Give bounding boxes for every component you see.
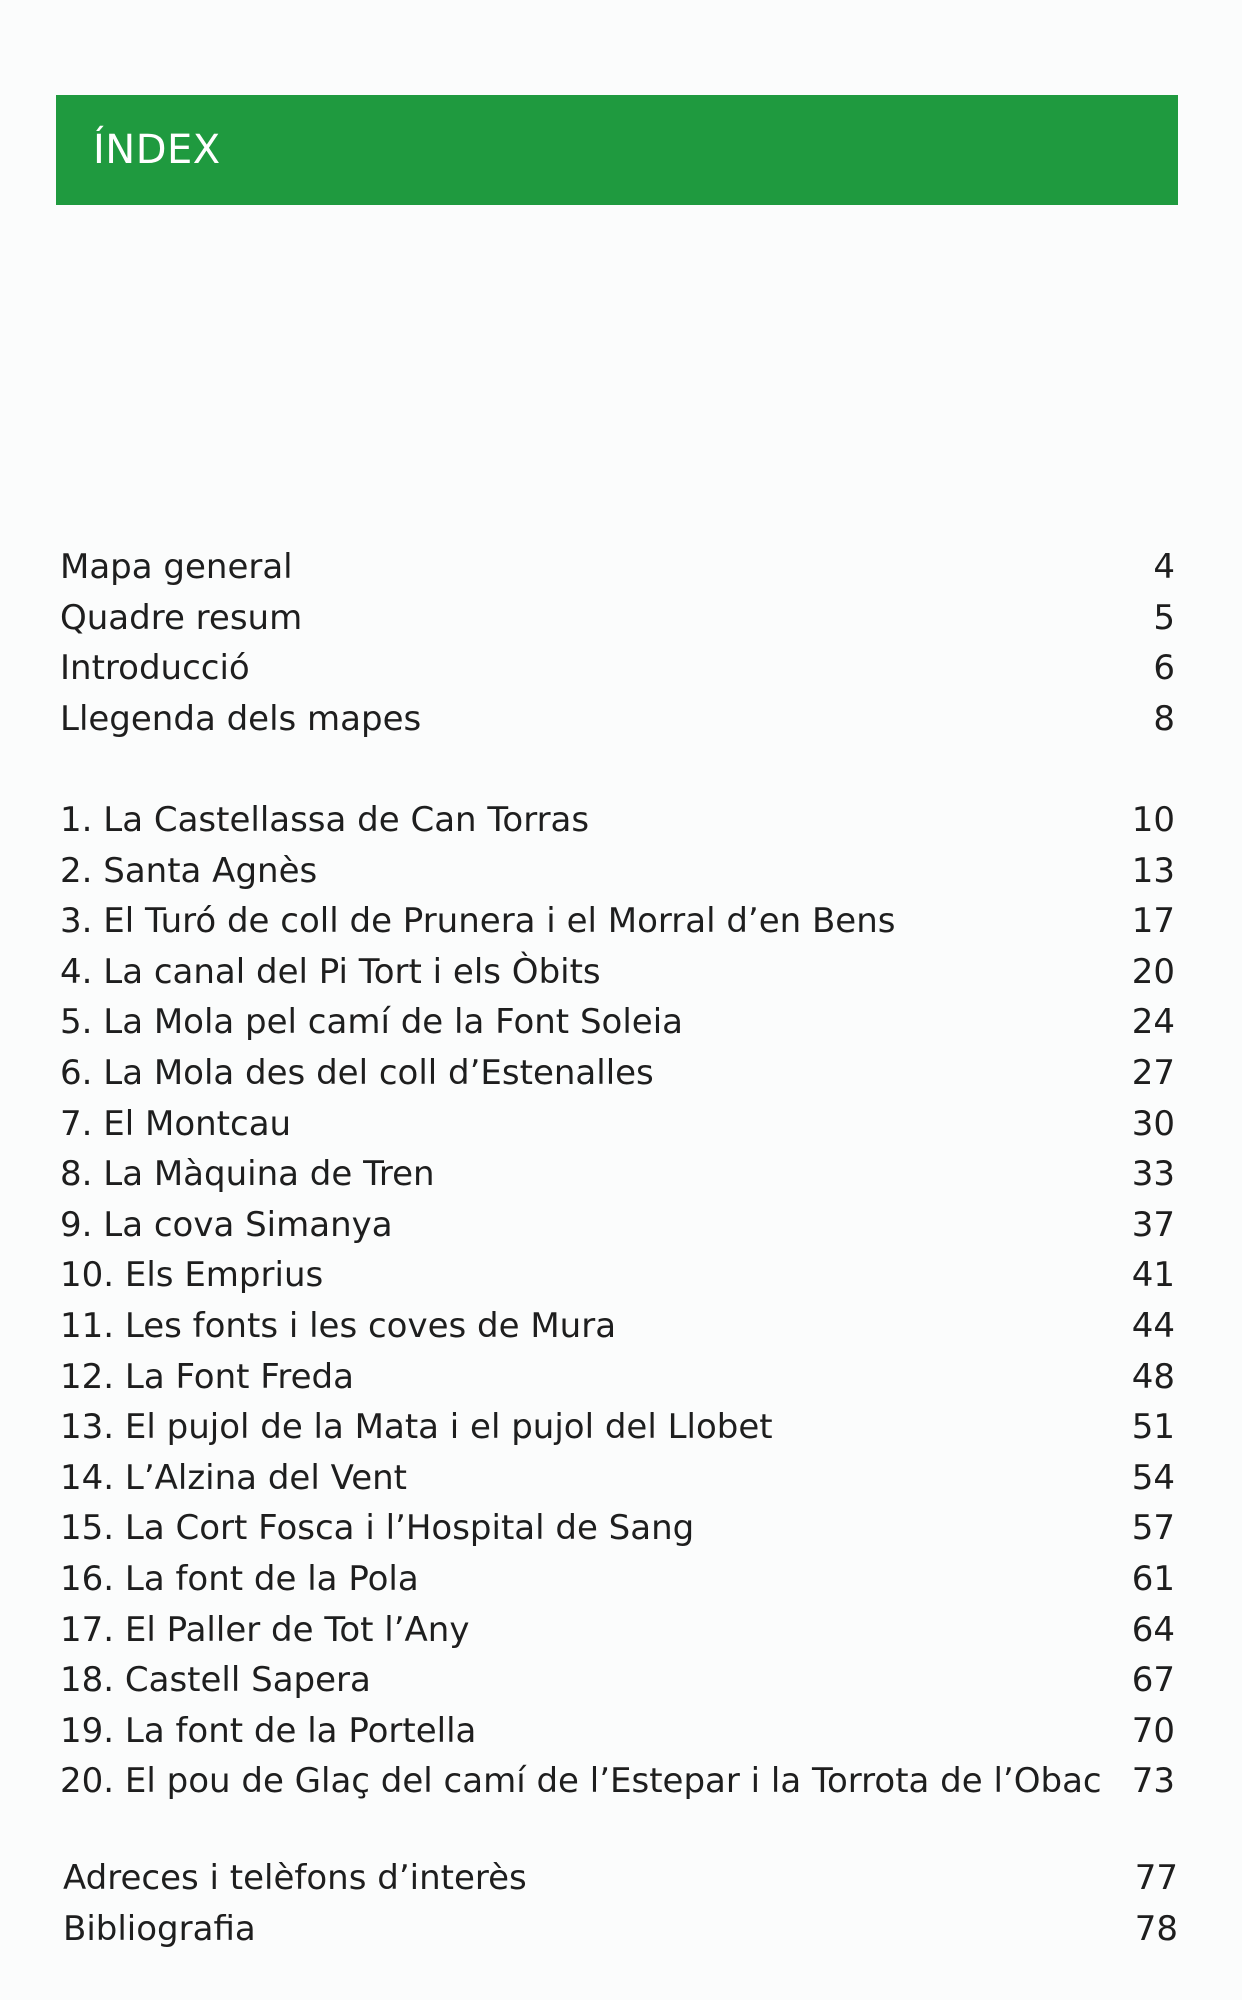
toc-entry-label: 2. Santa Agnès <box>60 850 318 891</box>
toc-entry-label: Llegenda dels mapes <box>60 698 422 739</box>
toc-entry-page: 4 <box>1153 547 1175 587</box>
toc-entry[interactable] <box>60 593 1175 644</box>
toc-entry[interactable] <box>60 1250 1175 1301</box>
toc-entry-page: 10 <box>1131 800 1175 840</box>
toc-entry-label: 18. Castell Sapera <box>60 1660 371 1701</box>
toc-entry-label: Adreces i telèfons d’interès <box>63 1858 527 1898</box>
toc-entry[interactable] <box>60 1706 1175 1757</box>
toc-entry[interactable] <box>60 1200 1175 1251</box>
toc-group-appendix <box>63 1853 1178 1954</box>
toc-entry-page: 20 <box>1131 951 1175 992</box>
toc-entry-page: 37 <box>1131 1204 1175 1245</box>
toc-entry-label: 9. La cova Simanya <box>60 1204 393 1245</box>
toc-entry[interactable] <box>63 1904 1178 1955</box>
toc-entry-page: 24 <box>1131 1002 1175 1043</box>
toc-entry-label: 1. La Castellassa de Can Torras <box>60 800 590 840</box>
toc-entry-page: 51 <box>1131 1407 1175 1448</box>
toc-entry[interactable] <box>60 1554 1175 1605</box>
toc-entry-page: 57 <box>1131 1508 1175 1549</box>
toc-entry-page: 67 <box>1131 1660 1175 1701</box>
index-header-bar <box>56 95 1178 205</box>
toc-entry[interactable] <box>60 1655 1175 1706</box>
toc-entry-label: 20. El pou de Glaç del camí de l’Estepar i la Torrota de l’Obac <box>60 1761 1102 1802</box>
toc-entry-label: 15. La Cort Fosca i l’Hospital de Sang <box>60 1508 695 1549</box>
toc-entry[interactable] <box>60 1099 1175 1150</box>
toc-entry-page: 17 <box>1131 901 1175 942</box>
toc-entry-page: 13 <box>1131 850 1175 891</box>
toc-group-routes <box>60 795 1175 1807</box>
toc-entry-label: 14. L’Alzina del Vent <box>60 1457 407 1498</box>
toc-entry[interactable] <box>60 542 1175 593</box>
toc-entry-page: 48 <box>1131 1356 1175 1397</box>
toc-entry-label: 11. Les fonts i les coves de Mura <box>60 1305 617 1346</box>
toc-entry[interactable] <box>60 896 1175 947</box>
toc-entry-page: 33 <box>1131 1154 1175 1195</box>
toc-entry-label: 8. La Màquina de Tren <box>60 1154 435 1195</box>
toc-entry[interactable] <box>60 1048 1175 1099</box>
toc-entry-page: 77 <box>1134 1858 1178 1898</box>
toc-entry-label: 17. El Paller de Tot l’Any <box>60 1609 470 1650</box>
toc-entry-label: 13. El pujol de la Mata i el pujol del Llobet <box>60 1407 773 1448</box>
toc-entry-label: 5. La Mola pel camí de la Font Soleia <box>60 1002 683 1043</box>
toc-entry-page: 5 <box>1153 597 1175 638</box>
toc-entry-page: 27 <box>1131 1052 1175 1093</box>
toc-entry[interactable] <box>60 795 1175 846</box>
toc-entry-label: 7. El Montcau <box>60 1103 292 1144</box>
toc-entry-page: 8 <box>1153 698 1175 739</box>
toc-entry[interactable] <box>60 1503 1175 1554</box>
toc-entry-label: 12. La Font Freda <box>60 1356 354 1397</box>
toc-entry[interactable] <box>60 1352 1175 1403</box>
toc-entry-label: 6. La Mola des del coll d’Estenalles <box>60 1052 654 1093</box>
toc-entry-page: 64 <box>1131 1609 1175 1650</box>
toc-entry[interactable] <box>60 947 1175 998</box>
toc-entry[interactable] <box>63 1853 1178 1904</box>
toc-entry-label: Introducció <box>60 648 250 689</box>
index-title: ÍNDEX <box>93 127 221 173</box>
toc-entry-page: 6 <box>1153 648 1175 689</box>
toc-entry[interactable] <box>60 1756 1175 1807</box>
toc-entry-label: Bibliografia <box>63 1908 256 1949</box>
toc-entry[interactable] <box>60 1453 1175 1504</box>
toc-entry-page: 54 <box>1131 1457 1175 1498</box>
toc-entry[interactable] <box>60 846 1175 897</box>
toc-entry[interactable] <box>60 1301 1175 1352</box>
toc-entry-page: 70 <box>1131 1710 1175 1751</box>
toc-entry-page: 78 <box>1134 1908 1178 1949</box>
toc-entry-label: 4. La canal del Pi Tort i els Òbits <box>60 951 601 992</box>
toc-entry-label: 3. El Turó de coll de Prunera i el Morral d’en Bens <box>60 901 896 942</box>
toc-entry-page: 41 <box>1131 1255 1175 1296</box>
toc-group-intro <box>60 542 1175 744</box>
toc-entry[interactable] <box>60 1605 1175 1656</box>
toc-entry-page: 30 <box>1131 1103 1175 1144</box>
toc-entry-page: 44 <box>1131 1305 1175 1346</box>
toc-entry-page: 61 <box>1131 1558 1175 1599</box>
toc-entry-label: Mapa general <box>60 547 293 587</box>
toc-entry[interactable] <box>60 694 1175 745</box>
toc-entry-page: 73 <box>1131 1761 1175 1802</box>
toc-entry-label: 19. La font de la Portella <box>60 1710 477 1751</box>
toc-entry[interactable] <box>60 1402 1175 1453</box>
toc-entry[interactable] <box>60 643 1175 694</box>
toc-entry[interactable] <box>60 997 1175 1048</box>
toc-entry-label: 10. Els Emprius <box>60 1255 324 1296</box>
toc-entry[interactable] <box>60 1149 1175 1200</box>
toc-entry-label: Quadre resum <box>60 597 303 638</box>
toc-entry-label: 16. La font de la Pola <box>60 1558 419 1599</box>
